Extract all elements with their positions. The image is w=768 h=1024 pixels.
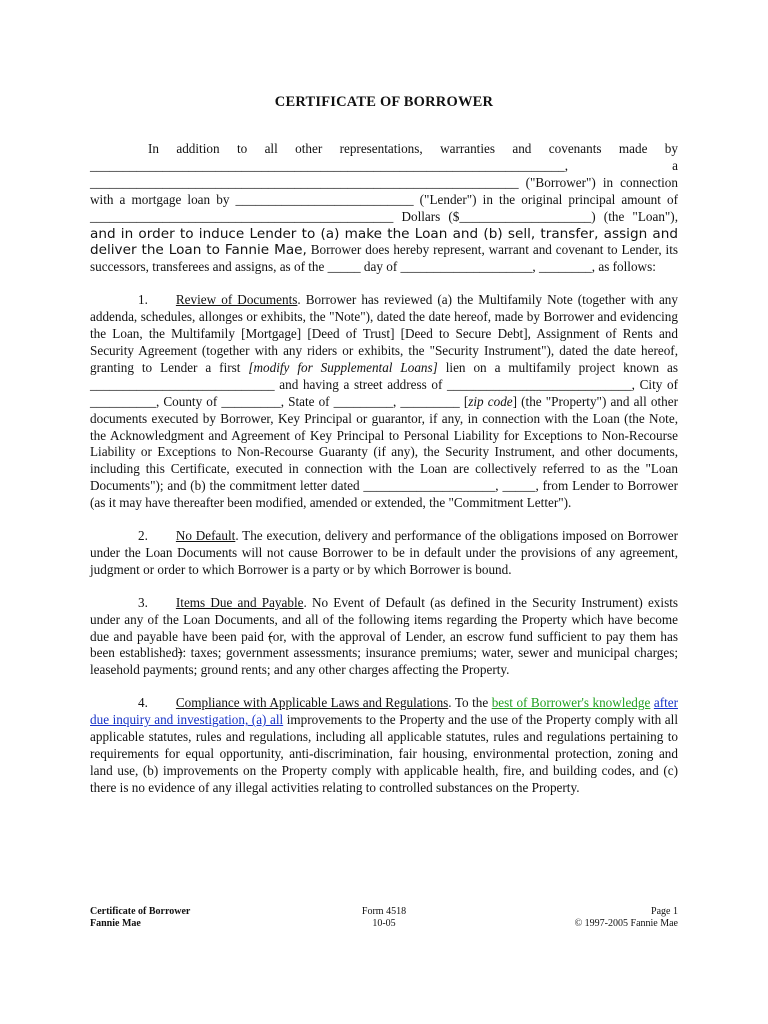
- footer-copyright: © 1997-2005 Fannie Mae: [574, 918, 678, 929]
- section-4-green-insertion: best of Borrower's knowledge: [491, 695, 651, 711]
- section-4-number: 4.: [138, 695, 148, 711]
- section-1-heading: Review of Documents: [175, 292, 298, 308]
- footer-organization: Fannie Mae: [90, 918, 141, 929]
- section-2-number: 2.: [138, 528, 148, 544]
- section-4-heading: Compliance with Applicable Laws and Regulations: [175, 695, 449, 711]
- page-footer: [90, 906, 678, 930]
- section-1-italic-note: [modify for Supplemental Loans]: [248, 359, 438, 375]
- intro-text-2: _________________________________________________________________ ("Borrower") in connection with a mortgage loan by ___________________________ ("Lender") in the original principal amount of ______________________________________________ Dollars ($____________________) (the "Loan"),: [90, 174, 678, 224]
- section-1-number: 1.: [138, 292, 148, 308]
- document-title: CERTIFICATE OF BORROWER: [274, 94, 494, 110]
- section-1-text-3: ] (the "Property") and all other documents executed by Borrower, Key Principal or guarantor, if any, in connection with the Loan (the Note, the Acknowledgment and Agreement of Key Principal to Personal Liability for Exceptions to Non-Recourse Liability or Exceptions to Non-Recourse Guaranty (if any), the Security Instrument, and other documents, including this Certificate, executed in connection with the Loan are collectively referred to as the "Loan Documents"); and (b) the commitment letter dated ____________________, _____, from Lender to Borrower (as it may have thereafter been modified, amended or extended, the "Commitment Letter").: [90, 393, 678, 511]
- section-3-text-3: : taxes; government assessments; insurance premiums; water, sewer and municipal charges; leasehold payments; ground rents; and any other charges affecting the Property.: [90, 645, 678, 678]
- section-1-text-1: . Borrower has reviewed (a) the Multifamily Note (together with any addenda, schedules, allonges or exhibits, the "Note"), dated the date hereof, made by Borrower and evidencing the Loan, the Multifamily [Mortgage] [Deed of Trust] [Deed to Secure Debt], Assignment of Rents and Security Agreement (together with any riders or exhibits, the "Security Instrument"), dated the date hereof, granting to Lender a first: [90, 292, 678, 375]
- intro-text-3: Borrower does hereby represent, warrant and covenant to Lender, its successors, transferees and assigns, as of the _____ day of ____________________, ________, as follows:: [90, 242, 678, 275]
- section-3-struck-paren-close: ): [178, 645, 183, 661]
- footer-form-date: 10-05: [372, 918, 396, 929]
- section-4-blue-insertion: after due inquiry and investigation, (a) all: [90, 695, 678, 728]
- footer-form-number: Form 4518: [361, 906, 407, 917]
- intro-paragraph: [90, 141, 678, 276]
- section-3-number: 3.: [138, 594, 148, 610]
- section-3-heading: Items Due and Payable: [175, 594, 304, 610]
- intro-inserted-text: and in order to induce Lender to (a) make the Loan and (b) sell, transfer, assign and deliver the Loan to Fannie Mae,: [90, 225, 678, 259]
- section-2-heading: No Default: [175, 528, 236, 544]
- section-3-struck-paren-open: (: [268, 628, 273, 644]
- section-1-text-2: lien on a multifamily project known as ____________________________ and having a street address of ____________________________, City of __________, County of _________, State of _________, _________ [: [90, 359, 678, 409]
- section-1: [90, 292, 678, 512]
- section-4-text-2: improvements to the Property and the use of the Property comply with all applicable statutes, rules and regulations, including all applicable statutes, rules and regulations pertaining to requirements for equal opportunity, anti-discrimination, fair housing, environmental protection, zoning and land use, (b) improvements on the Property comply with applicable health, fire, and building codes, and (c) there is no evidence of any illegal activities relating to controlled substances on the Property.: [90, 712, 678, 795]
- section-4-text-1: . To the: [448, 695, 492, 711]
- section-1-zip-code: zip code: [468, 393, 513, 409]
- section-3-text-2: or, with the approval of Lender, an escrow fund sufficient to pay them has been established: [90, 628, 678, 661]
- section-2: [90, 528, 678, 579]
- section-3: [90, 595, 678, 680]
- footer-doc-name: Certificate of Borrower: [90, 906, 191, 917]
- section-4: [90, 695, 678, 796]
- intro-text-1: In addition to all other representations, warranties and covenants made by ________________________________________________________________________, a: [90, 141, 678, 173]
- section-3-text-1: . No Event of Default (as defined in the Security Instrument) exists under any of the Loan Documents, and all of the following items regarding the Property which have become due and payable have been paid: [90, 594, 678, 644]
- section-2-text: . The execution, delivery and performance of the obligations imposed on Borrower under the Loan Documents will not cause Borrower to be in default under the provisions of any agreement, judgment or order to which Borrower is a party or by which Borrower is bound.: [90, 528, 678, 577]
- footer-page-number: Page 1: [651, 906, 678, 917]
